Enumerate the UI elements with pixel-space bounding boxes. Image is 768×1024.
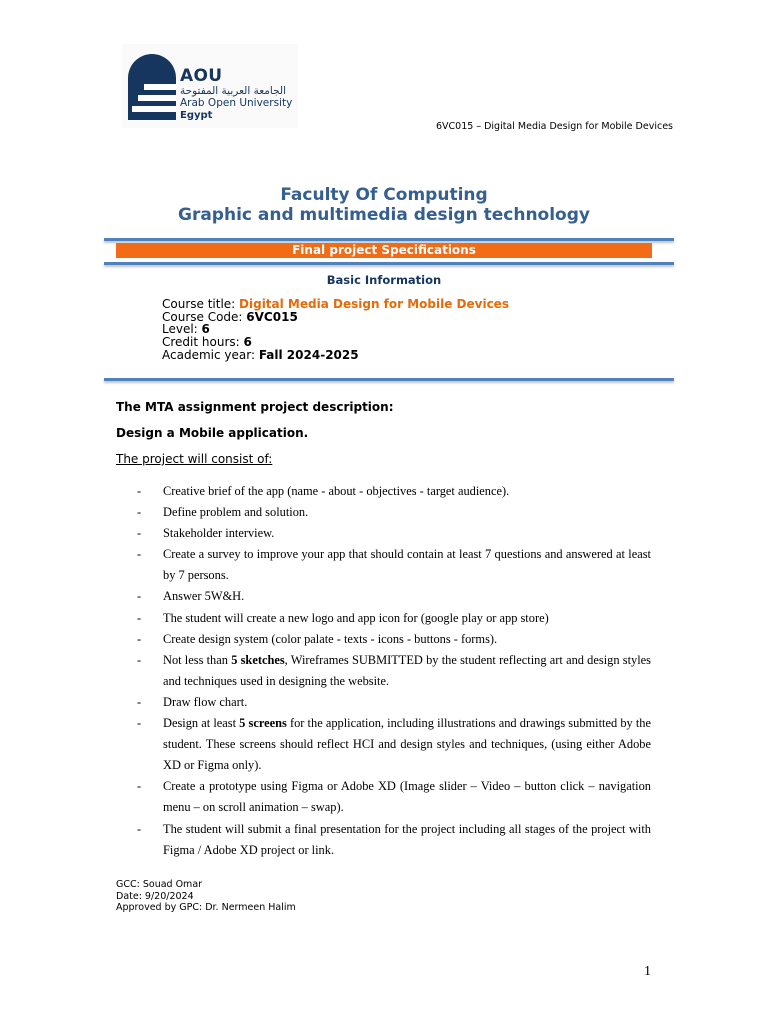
list-item-text: Create design system (color palate - texts - icons - buttons - forms). [163,631,498,646]
approved-line: Approved by GPC: Dr. Nermeen Halim [116,902,296,914]
list-bullet-dash: - [137,631,142,646]
logo-english-name: Arab Open University [180,97,293,109]
project-task-list [137,481,651,861]
list-item-text: Create a survey to improve your app that should contain at least 7 questions and answered at least by 7 persons. [163,547,651,583]
design-heading: Design a Mobile application. [116,426,309,440]
list-item-text: The student will submit a final presentation for the project including all stages of the project with Figma / Adobe XD project or link. [163,821,651,857]
list-bullet-dash: - [137,694,142,709]
list-item [137,776,651,818]
list-item [137,650,651,692]
list-item [137,713,651,776]
logo-arabic-name: الجامعة العربية المفتوحة [180,85,286,97]
list-item-text: Create a prototype using Figma or Adobe XD (Image slider – Video – button click – navigation menu – on scroll animation – swap). [163,779,651,815]
project-consist-label: The project will consist of: [116,452,273,466]
course-code-label: Course Code: [162,309,247,324]
credit-hours-label: Credit hours: [162,335,244,350]
list-item-text: Not less than [163,652,232,667]
list-item [137,692,651,713]
list-item-text: Answer 5W&H. [163,589,245,604]
list-bullet-dash: - [137,484,142,498]
program-title: Graphic and multimedia design technology [177,205,590,225]
list-item-text: , Wireframes SUBMITTED by the student reflecting art and design styles and techniques used in designing the website. [163,652,651,688]
basic-information-heading: Basic Information [326,273,442,287]
faculty-title: Faculty Of Computing [280,185,488,205]
course-info-block [162,298,509,362]
divider [104,378,674,381]
list-item-emphasis: 5 sketches [231,652,285,667]
credit-hours-value: 6 [243,335,252,350]
academic-year-label: Academic year: [162,347,259,362]
list-item-text: The student will create a new logo and app icon for (google play or app store) [163,610,549,625]
gcc-line: GCC: Souad Omar [116,879,203,890]
logo-country: Egypt [180,110,213,121]
academic-year-row [162,349,509,362]
course-title-label: Course title: [162,297,240,311]
list-bullet-dash: - [137,821,142,836]
course-code-row [162,311,509,324]
level-value: 6 [201,322,210,337]
list-item-text: Creative brief of the app (name - about - objectives - target audience). [163,484,510,498]
list-item [137,523,651,544]
course-title-value: Digital Media Design for Mobile Devices [239,297,509,311]
document-footer [116,879,296,914]
list-bullet-dash: - [137,652,142,667]
list-bullet-dash: - [137,716,142,731]
list-item-text: Stakeholder interview. [163,526,275,541]
header-course-reference: 6VC015 – Digital Media Design for Mobile Devices [435,121,673,132]
final-project-banner: Final project Specifications [116,243,652,258]
divider [104,262,674,265]
list-item-text: Define problem and solution. [163,505,309,520]
date-line: Date: 9/20/2024 [116,890,194,902]
divider [104,238,674,241]
mta-description-heading: The MTA assignment project description: [116,400,394,414]
list-item [137,629,651,650]
list-bullet-dash: - [137,547,142,562]
logo-abbreviation: AOU [180,66,223,86]
page-number: 1 [644,964,651,979]
aou-logo [122,44,298,128]
list-bullet-dash: - [137,589,142,604]
list-item-text: for the application, including illustrations and drawings submitted by the student. These screens should reflect HCI and design styles and techniques, (using either Adobe XD or Figma only). [163,716,651,773]
list-item [137,608,651,629]
course-code-value: 6VC015 [246,309,298,324]
list-bullet-dash: - [137,505,142,520]
list-item [137,502,651,523]
list-bullet-dash: - [137,779,142,794]
aou-emblem-icon [128,54,176,120]
list-bullet-dash: - [137,526,142,541]
list-item [137,544,651,586]
list-item-text: Design at least [163,716,240,731]
list-item [137,481,651,502]
list-item-emphasis: 5 screens [239,716,287,731]
list-item-text: Draw flow chart. [163,694,248,709]
list-item [137,819,651,861]
academic-year-value: Fall 2024-2025 [258,347,359,362]
list-bullet-dash: - [137,610,142,625]
level-label: Level: [162,322,202,337]
list-item [137,586,651,607]
